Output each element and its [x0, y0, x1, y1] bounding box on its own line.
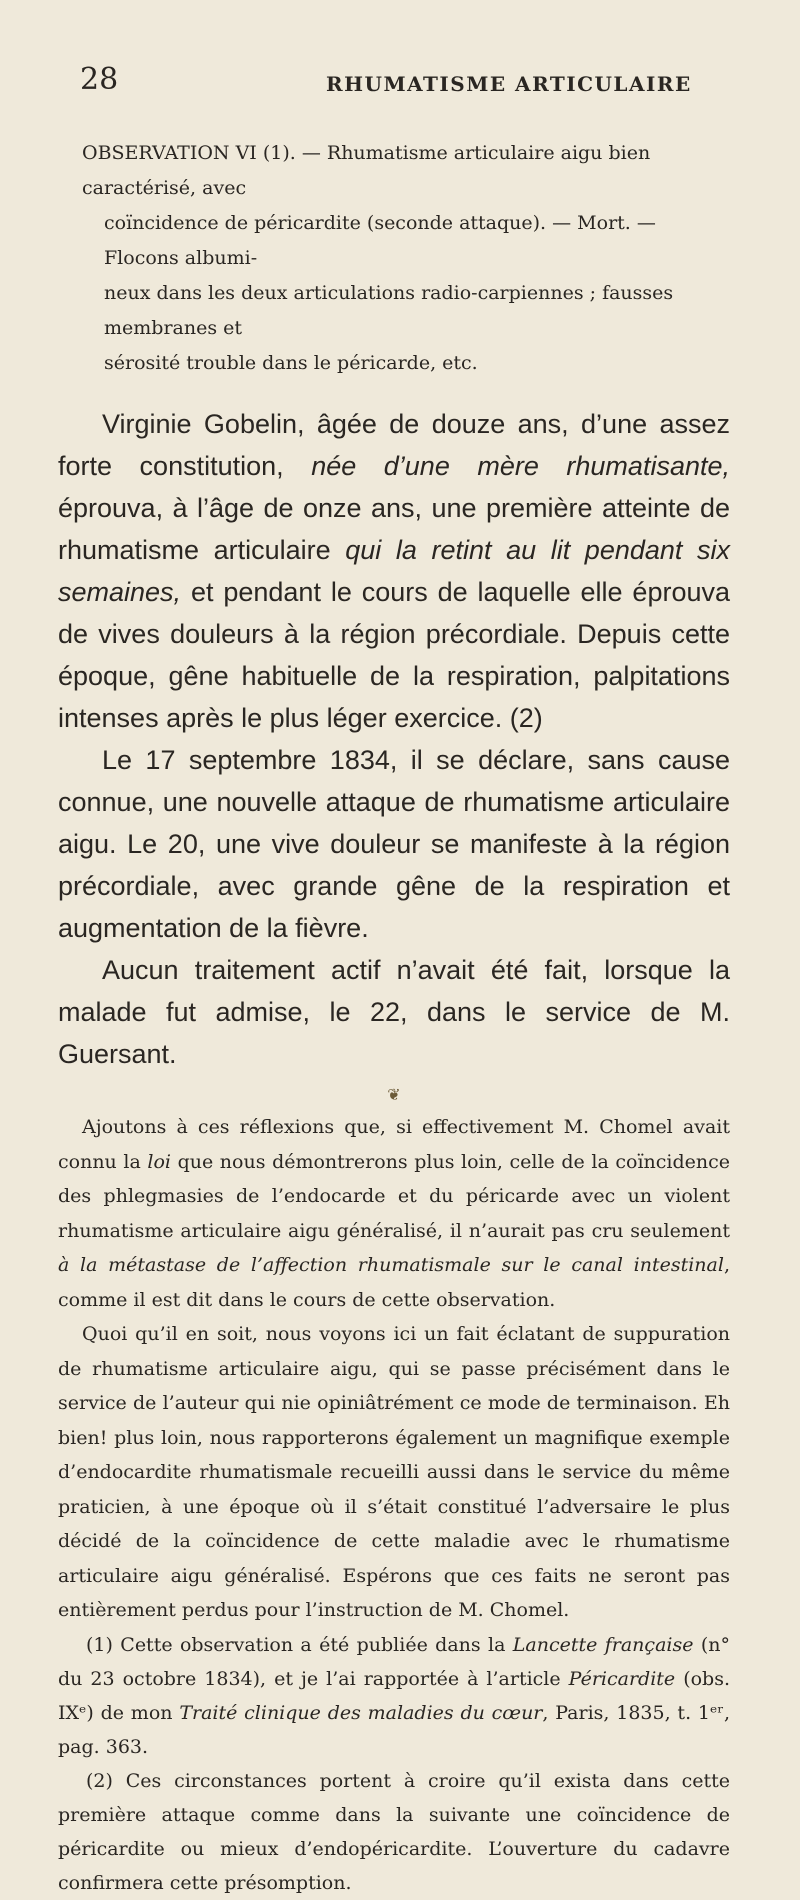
italic-text: Lancette française	[512, 1633, 694, 1656]
italic-text: à la métastase de l’affection rhumatismale sur le canal intestinal	[58, 1254, 724, 1276]
running-title: RHUMATISME ARTICULAIRE	[326, 72, 692, 96]
page-header	[58, 64, 730, 108]
footnote-2: (2) Ces circonstances portent à croire qu’il exista dans cette première attaque comme dans la suivante une coïncidence de péricardite ou mieux d’endopéricardite. L’ouverture du cadavre confirmera cette présomption.	[58, 1769, 730, 1894]
text-run: (n° du 23 octobre 1834), et je l’ai rapportée à l’article	[58, 1633, 730, 1690]
commentary-paragraph: Quoi qu’il en soit, nous voyons ici un fait éclatant de suppuration de rhumatisme articulaire aigu, qui se passe précisément dans le service de l’auteur qui nie opiniâtrément ce mode de terminaison. Eh bien! plus loin, nous rapporterons également un magnifique exemple d’endocardite rhumatismale recueilli aussi dans le service du même praticien, à une époque où il s’était constitué l’adversaire le plus décidé de la coïncidence de cette maladie avec le rhumatisme articulaire aigu généralisé. Espérons que ces faits ne seront pas entièrement perdus pour l’instruction de M. Chomel.	[58, 1323, 730, 1621]
commentary	[58, 1110, 730, 1628]
text-run: (obs. IXᵉ) de mon	[58, 1667, 730, 1724]
case-paragraph: Le 17 septembre 1834, il se déclare, sans cause connue, une nouvelle attaque de rhumatisme articulaire aigu. Le 20, une vive douleur se manifeste à la région précordiale, avec grande gêne de la respiration et augmentation de la fièvre.	[58, 745, 730, 943]
observation-heading-line: neux dans les deux articulations radio-carpiennes ; fausses membranes et	[104, 282, 674, 339]
text-run: Virginie Gobelin, âgée de douze ans, d’une assez forte constitution,	[58, 409, 730, 481]
footnotes	[58, 1628, 730, 1900]
text-run: , comme il est dit dans le cours de cette observation.	[58, 1254, 730, 1311]
text-run: et pendant le cours de laquelle elle éprouva de vives douleurs à la région précordiale. Depuis cette époque, gêne habituelle de la respiration, palpitations intenses après le plus léger exercice. (2)	[58, 577, 730, 733]
commentary-paragraph	[58, 1110, 730, 1317]
ornament-icon: ❦	[387, 1085, 401, 1104]
case-report	[58, 403, 730, 1075]
italic-text: Traité clinique des maladies du cœur	[179, 1701, 543, 1724]
italic-text: Péricardite	[568, 1667, 676, 1690]
italic-text: loi	[147, 1150, 171, 1173]
text-run: que nous démontrerons plus loin, celle de la coïncidence des phlegmasies de l’endocarde et du péricarde avec un violent rhumatisme articulaire aigu généralisé, il n’aurait pas cru seulement	[58, 1150, 731, 1242]
footnote-1	[58, 1628, 730, 1764]
italic-text: qui la retint au lit pendant six semaines,	[58, 535, 730, 607]
case-paragraph: Aucun traitement actif n’avait été fait, lorsque la malade fut admise, le 22, dans le service de M. Guersant.	[58, 955, 730, 1069]
text-run: , Paris, 1835, t. 1ᵉʳ, pag. 363.	[58, 1701, 730, 1758]
italic-text: née d’une mère rhumatisante,	[311, 451, 730, 481]
observation-heading-line: OBSERVATION VI (1). — Rhumatisme articulaire aigu bien caractérisé, avec	[82, 142, 651, 199]
observation-heading	[58, 136, 730, 381]
observation-heading-line: coïncidence de péricardite (seconde attaque). — Mort. — Flocons albumi-	[104, 212, 656, 269]
case-paragraph	[58, 403, 730, 739]
text-run: éprouva, à l’âge de onze ans, une première atteinte de rhumatisme articulaire	[58, 493, 730, 565]
page-number: 28	[80, 62, 119, 97]
observation-heading-line: sérosité trouble dans le péricarde, etc.	[104, 352, 478, 374]
text-run: (1) Cette observation a été publiée dans la	[86, 1633, 513, 1656]
text-run: Ajoutons à ces réflexions que, si effectivement M. Chomel avait connu la	[58, 1116, 730, 1173]
